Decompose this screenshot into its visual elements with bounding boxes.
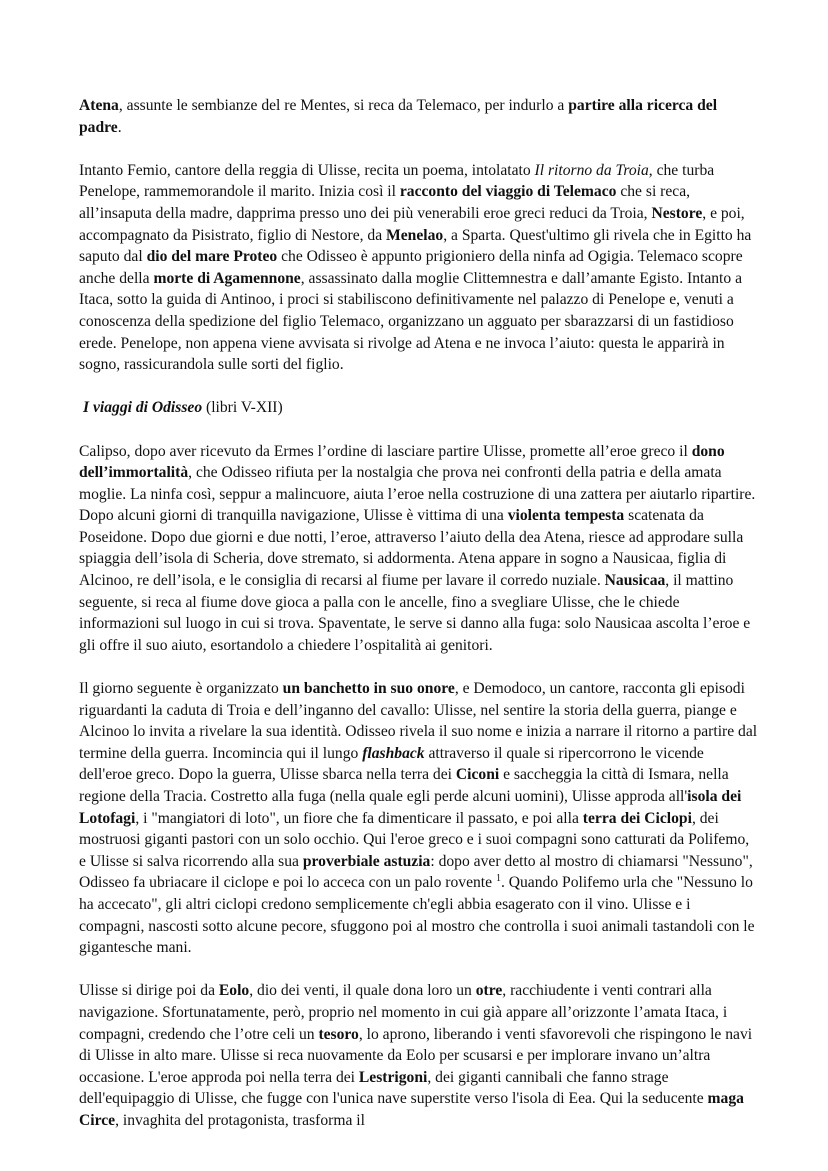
bold-text: Ciconi (455, 766, 500, 784)
bold-text: Nausicaa (604, 572, 666, 590)
text-run: , e poi, accompagnato da Pisistrato, figlio di Nestore, da (79, 204, 745, 244)
paragraph (79, 980, 758, 1131)
text-run: che si reca, all’insaputa della madre, dapprima presso uno dei più venerabili eroe greci reduci da Troia, (79, 183, 691, 222)
text-run: , dei mostruosi giganti pastori con un solo occhio. Qui l'eroe greco e i suoi compagni sono catturati da Polifemo, e Ulisse si salva ricorrendo alla sua (79, 809, 750, 870)
bold-text: morte di Agamennone (153, 269, 301, 287)
text-run: , che Odisseo rifiuta per la nostalgia che prova nei confronti della patria e della amata moglie. La ninfa così, seppur a malincuore, aiuta l’eroe nella costruzione di una zattera per aiutarlo ripartire. Dopo alcuni giorni di tranquilla navigazione, Ulisse è vittima di una (79, 464, 756, 525)
text-run: Intanto Femio, cantore della reggia di Ulisse, recita un poema, intolatato (79, 161, 535, 179)
paragraph (79, 95, 758, 138)
text-run: che Odisseo è appunto prigioniero della ninfa ad Ogigia. Telemaco scopre anche della (79, 248, 743, 287)
bold-text: Menelao (386, 226, 444, 244)
section-heading (83, 397, 758, 419)
bold-text: Atena (79, 97, 119, 114)
paragraph (79, 678, 758, 959)
text-run: scatenata da Poseidone. Dopo due giorni e due notti, l’eroe, attraverso l’aiuto della dea Atena, riesce ad approdare sulla spiaggia dell’isola di Scheria, dove stremato, si addormenta. Atena appare in sogno a Nausicaa, figlia di Alcinoo, re dell’isola, e le consiglia di recarsi al fiume per lavare il corredo nuziale. (79, 507, 744, 590)
text-run: , assassinato dalla moglie Clittemnestra e dall’amante Egisto. Intanto a Itaca, sotto la guida di Antinoo, i proci si stabiliscono definitivamente nel palazzo di Penelope e, venuti a conoscenza della spedizione del figlio Telemaco, organizzano un agguato per sbarazzarsi di un fastidioso erede. Penelope, non appena viene avvisata si rivolge ad Atena e ne invoca l’aiuto: questa le apparirà in sogno, rassicurandola sulle sorti del figlio. (79, 269, 743, 374)
text-run: , dio dei venti, il quale dona loro un (249, 982, 476, 1000)
bold-text: racconto del viaggio di Telemaco (399, 183, 617, 201)
bold-text: Eolo (218, 982, 250, 1000)
document-body (79, 95, 758, 1132)
text-run: . (117, 118, 122, 136)
bold-text: dono dell’immortalità (79, 442, 725, 482)
text-run: , il mattino seguente, si reca al fiume dove gioca a palla con le ancelle, fino a svegliare Ulisse, che le chiede informazioni sul luogo in cui si trova. Spaventate, le serve si danno alla fuga: solo Nausicaa ascolta l’eroe e gli offre il suo aiuto, esortandolo a chiedere l’ospitalità ai genitori. (79, 572, 751, 654)
bold-text: tesoro (318, 1025, 359, 1043)
bold-text: Nestore (651, 204, 703, 222)
bold-text: violenta tempesta (507, 507, 625, 525)
bold-italic-text: I viaggi di Odisseo (83, 399, 203, 417)
bold-text: Lestrigoni (358, 1068, 428, 1086)
text-run: , e Demodoco, un cantore, racconta gli episodi riguardanti la caduta di Troia e dell’inganno del cavallo: Ulisse, nel sentire la storia della guerra, piange e Alcinoo lo invita a rivelare la sua identità. Odisseo rivela il suo nome e inizia a narrare il ritorno a partire dal termine della guerra. Incomincia qui il lungo (79, 680, 758, 762)
text-run: , invaghita del protagonista, trasforma il (115, 1111, 365, 1129)
text-run: , lo aprono, liberando i venti sfavorevoli che rispingono le navi di Ulisse in alto mare. Ulisse si reca nuovamente da Eolo per scusarsi e per implorare invano un’altra occasione. L'eroe approda poi nella terra dei (79, 1025, 753, 1086)
text-run: , a Sparta. Quest'ultimo gli rivela che in Egitto ha saputo dal (79, 226, 752, 266)
text-run: : dopo aver detto al mostro di chiamarsi "Nessuno", Odisseo fa ubriacare il ciclope e poi lo acceca con un palo rovente (79, 852, 753, 892)
text-run: Ulisse si dirige poi da (79, 982, 219, 1000)
bold-text: terra dei Ciclopi (582, 809, 692, 827)
italic-text: Il ritorno da Troia (534, 161, 649, 179)
footnote-ref: 1 (495, 873, 501, 885)
bold-text: isola dei Lotofagi (79, 788, 742, 827)
bold-text: otre (475, 982, 503, 1000)
text-run: , racchiudente i venti contrari alla navigazione. Sfortunatamente, però, proprio nel momento in cui già appare all’orizzonte l’amata Itaca, i compagni, credendo che l’otre celi un (79, 982, 728, 1043)
text-run: , dei giganti cannibali che fanno strage dell'equipaggio di Ulisse, che fugge con l'unica nave superstite verso l'isola di Eea. Qui la seducente (79, 1068, 708, 1108)
paragraph (79, 441, 758, 657)
paragraph (79, 160, 758, 376)
bold-text: dio del mare Proteo (146, 248, 278, 266)
bold-text: partire alla ricerca del padre (79, 97, 718, 136)
text-run: , i "mangiatori di loto", un fiore che fa dimenticare il passato, e poi alla (135, 809, 583, 827)
text-run: Il giorno seguente è organizzato (79, 680, 283, 698)
bold-text: un banchetto in suo onore (282, 680, 455, 698)
text-run: , che turba Penelope, rammemorandole il marito. Inizia così il (79, 161, 715, 201)
text-run: . Quando Polifemo urla che "Nessuno lo ha accecato", gli altri ciclopi credono semplicemente ch'egli abbia esagerato con il vino. Ulisse e i compagni, nascosti sotto alcune pecore, sfuggono poi al mostro che controlla i suoi animali tastandoli con le gigantesche mani. (79, 874, 755, 957)
text-run: (libri V-XII) (202, 399, 283, 417)
text-run: attraverso il quale si ripercorrono le vicende dell'eroe greco. Dopo la guerra, Ulisse sbarca nella terra dei (79, 744, 704, 784)
text-run: , assunte le sembianze del re Mentes, si reca da Telemaco, per indurlo a (118, 97, 569, 114)
text-run: Calipso, dopo aver ricevuto da Ermes l’ordine di lasciare partire Ulisse, promette all’eroe greco il (79, 442, 692, 460)
bold-text: maga Circe (79, 1090, 744, 1129)
text-run: e saccheggia la città di Ismara, nella regione della Tracia. Costretto alla fuga (nella quale egli perde alcuni uomini), Ulisse approda all' (79, 766, 729, 805)
bold-text: proverbiale astuzia (302, 852, 431, 870)
bold-italic-text: flashback (362, 744, 425, 762)
